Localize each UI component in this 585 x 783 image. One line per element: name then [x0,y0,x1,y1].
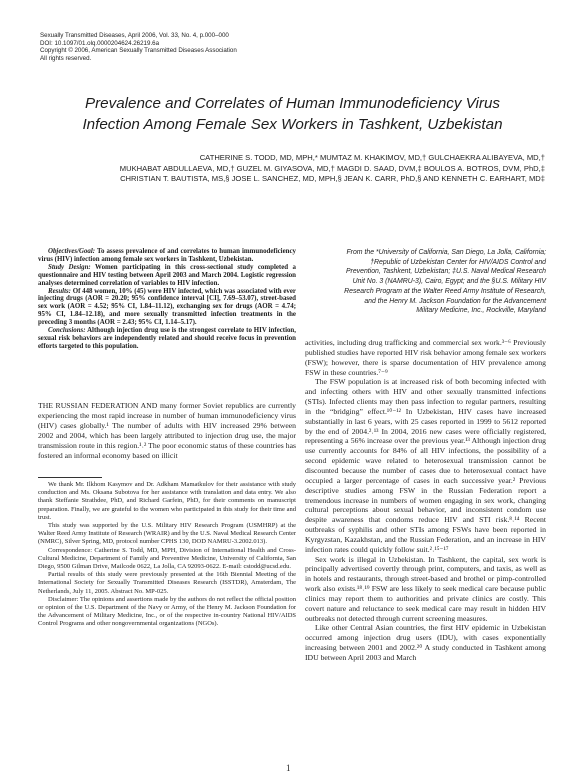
conclusions-text: Although injection drug use is the strongest correlate to HIV infection, sexual risk behaviors are independently related and should receive focus in prevention efforts targeted to this population. [38,327,296,350]
header-citation: Sexually Transmitted Diseases, April 2006, Vol. 33, No. 4, p.000–000 [40,32,229,39]
footnote-divider [38,477,102,478]
affiliation-line: Prevention, Tashkent, Uzbekistan; ‡U.S. Naval Medical Research [345,268,546,276]
author-line-3: CHRISTIAN T. BAUTISTA, MS,§ JOSE L. SANCHEZ, MD, MPH,§ JEAN K. CARR, PhD,§ AND KENNETH C. EARHART, MD‡ [120,174,545,184]
body-paragraph: activities, including drug trafficking and commercial sex work.³⁻⁶ Previously published studies have reported HIV risk behavior among female sex workers (FSW); however, there is sparse documentation of HIV prevalence among FSW in these countries.⁷⁻⁹ [305,338,546,377]
journal-header [40,32,540,62]
author-line-2: MUKHABAT ABDULLAEVA, MD,† GUZEL M. GIYASOVA, MD,† MAGDI D. SAAD, DVM,‡ BOULOS A. BOTROS, DVM, PhD,‡ [119,163,545,173]
disclaimer-note: Disclaimer: The opinions and assertions made by the authors do not reflect the official position or opinion of the U.S. Department of the Navy or Army, of the Henry M. Jackson Foundation for the Advancement of Military Medicine, Inc., or of the respective in-country National HIV/AIDS Control Programs and other nongovernmental organizations (NGOs). [38,595,296,628]
title-line-2: Infection Among Female Sex Workers in Tashkent, Uzbekistan [82,116,503,133]
affiliation-line: Research Program at the Walter Reed Army Institute of Research, [344,287,546,295]
intro-text: many former Soviet republics are currently experiencing the most rapid increase in number of human immunodeficiency virus (HIV) cases globally.¹ The number of adults with HIV increased 29% between 2002 and 2004, which has been largely attributed to injection drug use, the major transmission route in this region.¹˒² The poor economic status of these countries has fostered an informal economy based on illicit [38,401,296,460]
results-text: Of 448 women, 10% (45) were HIV infected, which was associated with ever injecting drugs (AOR = 20.20; 95% confidence interval [CI], 7.69–53.07), street-based sex work (AOR = 4.52; 95% CI, 1.84–11.12), exchanging sex for drugs (AOR = 4.74; 95% CI, 1.84–12.18), and more sexually transmitted infection treatments in the preceding 3 months (AOR = 2.43; 95% CI, 1.14–5.17). [38,287,296,327]
objectives-label: Objectives/Goal: [48,248,96,255]
abstract-results [38,288,296,328]
introduction-paragraph [38,401,296,460]
affiliation-line: †Republic of Uzbekistan Center for HIV/AIDS Control and [370,258,546,266]
header-copyright: Copyright © 2006, American Sexually Transmitted Diseases Association [40,47,237,55]
abstract-design [38,264,296,288]
author-list [40,153,545,185]
footnotes [38,481,296,629]
affiliation-line: Unit No. 3 (NAMRU-3), Cairo, Egypt; and the §U.S. Military HIV [352,278,546,286]
affiliations [302,248,546,316]
presentation-note: Partial results of this study were previously presented at the 16th Biennial Meeting of the International Society for Sexually Transmitted Diseases Research (ISSTDR), Amsterdam, The Netherlands, July 11, 2005. Abstract No. MP-025. [38,571,296,595]
affiliation-line: and the Henry M. Jackson Foundation for the Advancement [364,297,546,305]
body-text-right-column [305,338,546,663]
conclusions-label: Conclusions: [48,327,86,335]
design-label: Study Design: [48,263,91,271]
abstract-objectives [38,248,296,264]
body-paragraph: Like other Central Asian countries, the first HIV epidemic in Uzbekistan occurred among injection drug users (IDU), with cases exponentially increasing between 2001 and 2002.²⁰ A study conducted in Tashkent among IDU between April 2003 and March [305,623,546,662]
acknowledgments-note: We thank Mr. Ilkhom Kasymov and Dr. Adkham Mamatkulov for their assistance with study conduction and Ms. Oksana Subotova for her assistance with translation and data entry. We also thank Steffanie Strathdee, PhD, and Richard Garfein, PhD, for their comments on manuscript preparation. Finally, we are grateful to the women who participated in this study for their time and trust. [38,481,296,521]
design-text: Women participating in this cross-sectional study completed a questionnaire and HIV testing between April 2003 and March 2004. Logistic regression analyses determined correlation of variables to HIV infection. [38,263,296,287]
page-number: 1 [286,763,291,773]
correspondence-note: Correspondence: Catherine S. Todd, MD, MPH, Division of International Health and Cross-Cultural Medicine, Department of Family and Preventive Medicine, University of California, San Diego, 9500 Gilman Drive, Mailcode 0622, La Jolla, CA 92093-0622. E-mail: cstodd@ucsd.edu. [38,546,296,571]
title-line-1: Prevalence and Correlates of Human Immunodeficiency Virus [84,95,501,112]
affiliation-line: Military Medicine, Inc., Rockville, Maryland [416,307,546,315]
objectives-text: To assess prevalence of and correlates to human immunodeficiency virus (HIV) infection among female sex workers in Tashkent, Uzbekistan. [38,248,296,263]
header-doi: DOI: 10.1097/01.olq.0000204624.26219.6a [40,39,160,47]
author-line-1: CATHERINE S. TODD, MD, MPH,* MUMTAZ M. KHAKIMOV, MD,† GULCHAEKRA ALIBAYEVA, MD,† [199,153,545,162]
abstract-conclusions [38,327,296,351]
affiliation-line: From the *University of California, San Diego, La Jolla, California; [346,249,546,256]
article-title [40,93,545,135]
funding-note: This study was supported by the U.S. Military HIV Research Program (USMHRP) at the Walter Reed Army Institute of Research (WRAIR) and by the U.S. Naval Medical Research Center (NMRC), Silver Spring, MD, protocol number CPHS 130, DOD NAMRU-3.2002.013). [38,522,296,546]
intro-lead: THE RUSSIAN FEDERATION AND [38,401,158,410]
body-paragraph: The FSW population is at increased risk of both becoming infected with and infecting others with HIV and other sexually transmitted infections (STIs). Infected clients may then pass infection to regular partners, resulting in the “bridging” effect.¹⁰⁻¹² In Uzbekistan, HIV cases have increased substantially in last 6 years, with 25 cases reported in 1999 to 5612 reported by the end of 2004.²˒¹³ In 2004, 2016 new cases were officially registered, representing a 56% increase over the previous year.¹³ Although injection drug use currently accounts for 84% of all HIV infections, the possibility of a second epidemic wave related to heterosexual transmission cannot be discounted because the number of cases due to heterosexual contact have occupied a larger percentage of cases in each successive year.² Previous descriptive studies among FSW in the Russian Federation report a tremendous increase in numbers of women engaging in sex work, changing cultural perceptions about sexual behavior, and inconsistent condom use despite awareness that condoms reduce HIV and STI risk.⁸˒¹⁴ Recent outbreaks of syphilis and other STIs among FSWs have been reported in Kyrgyzstan, Kazakhstan, and the Russian Federation, and an increase in HIV infection rates could quickly follow suit.²˒¹⁵⁻¹⁷ [305,377,546,554]
body-paragraph: Sex work is illegal in Uzbekistan. In Tashkent, the capital, sex work is principally advertised covertly through print, computers, and taxis, as well as in hotels and restaurants, through street-based and brothel or pimp-controlled work also exists.¹⁸˒¹⁹ FSW are less likely to seek medical care because public clinics may report them to authorities and private clinics are costly. This covert nature and reluctance to seek medical care may result in hidden HIV outbreaks not detected through current screening measures. [305,554,546,623]
header-rights: All rights reserved. [40,54,92,62]
abstract [38,248,296,351]
results-label: Results: [48,287,71,295]
